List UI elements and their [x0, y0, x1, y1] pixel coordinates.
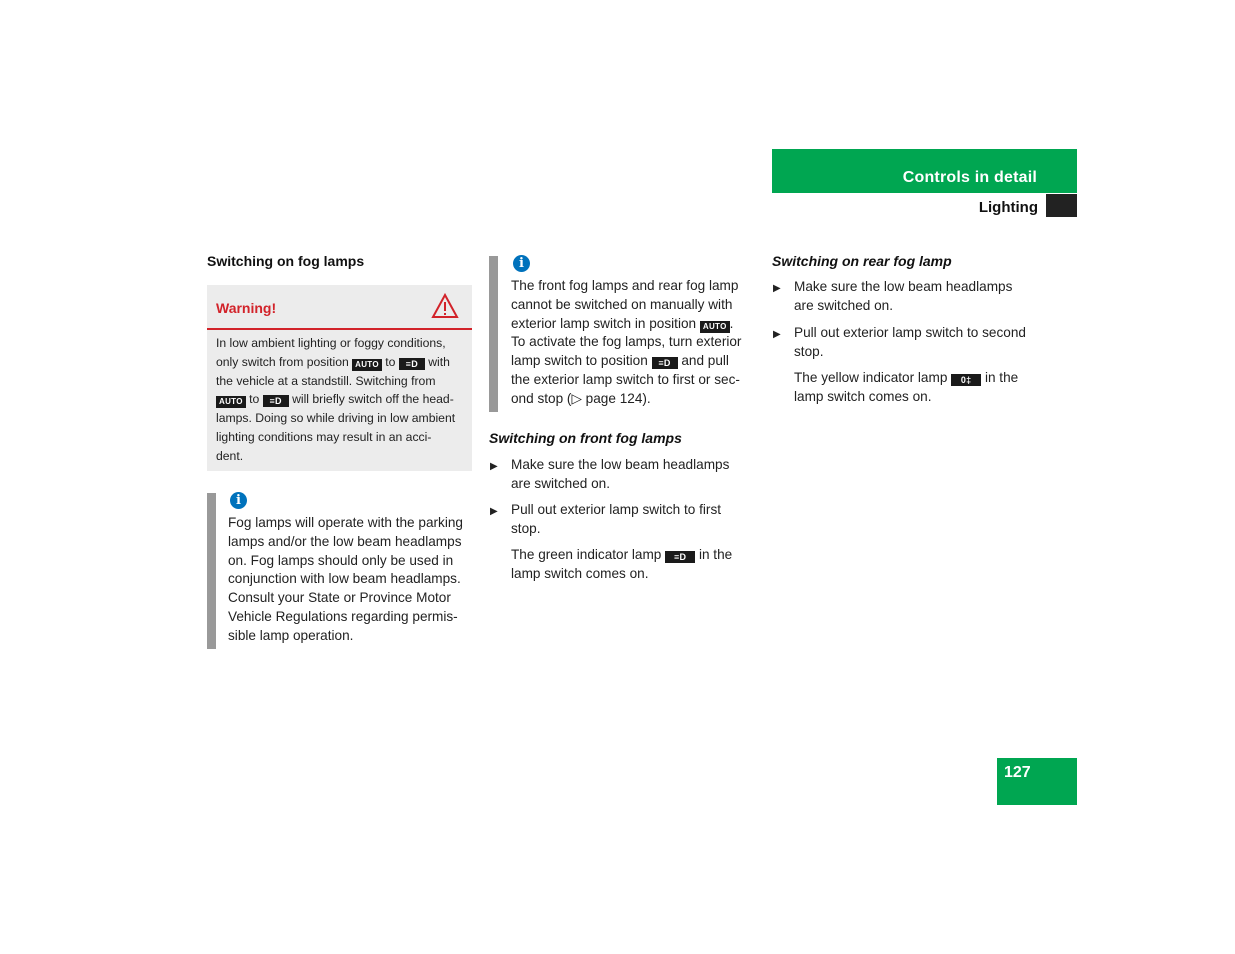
auto-symbol-icon: AUTO [700, 321, 730, 333]
list-item: Make sure the low beam headlamps are switched on. [794, 279, 1013, 313]
col1-heading: Switching on fog lamps [207, 253, 365, 269]
bullet-arrow-icon: ▶ [773, 283, 781, 294]
warning-label: Warning! [216, 300, 277, 316]
col1-info-text: Fog lamps will operate with the parking lamps and/or the low beam headlamps on. Fog lamps should only be used in conjunction with low beam headlamps. Consult your State or Province Motor Vehicle Regulations regarding permis- sible lamp operation. [228, 515, 463, 643]
section-header [772, 149, 1077, 193]
list-item: Pull out exterior lamp switch to second stop. [794, 325, 1026, 359]
col2-heading: Switching on front fog lamps [489, 430, 682, 446]
rear-fog-indicator-icon: 0‡ [951, 374, 981, 386]
indicator-note: The yellow indicator lamp 0‡ in the lamp switch comes on. [794, 370, 1019, 404]
auto-symbol-icon: AUTO [352, 359, 382, 371]
info-bar [207, 493, 216, 649]
low-beam-symbol-icon: ≡D [399, 358, 425, 370]
page-number-box [997, 758, 1077, 805]
warning-text: In low ambient lighting or foggy conditions, only switch from position AUTO to ≡D with the vehicle at a standstill. Switching from AUTO to ≡D will briefly switch off the head- lamps. Doing so while driving in low ambient lighting conditions may result in an acci- dent. [216, 336, 456, 463]
front-fog-indicator-icon: ≡D [665, 551, 695, 563]
info-icon: i [230, 492, 247, 509]
page-number: 127 [1004, 764, 1031, 781]
subsection-title: Lighting [978, 199, 1038, 216]
warning-header [207, 285, 472, 330]
info-bar [489, 256, 498, 412]
header-marker [1046, 194, 1077, 217]
col2-info-text: The front fog lamps and rear fog lamp cannot be switched on manually with exterior lamp switch in position AUTO . To activate the fog lamps, turn exterior lamp switch to position ≡D and pull the exterior lamp switch to first or sec- ond stop (▷ page 124). [511, 278, 742, 406]
bullet-arrow-icon: ▶ [490, 506, 498, 517]
bullet-arrow-icon: ▶ [490, 461, 498, 472]
indicator-note: The green indicator lamp ≡D in the lamp switch comes on. [511, 547, 733, 581]
list-item: Pull out exterior lamp switch to first stop. [511, 502, 722, 536]
low-beam-symbol-icon: ≡D [652, 357, 678, 369]
warning-box [207, 285, 472, 471]
warning-triangle-icon [431, 293, 459, 319]
section-title: Controls in detail [902, 169, 1037, 186]
low-beam-symbol-icon: ≡D [263, 395, 289, 407]
info-icon: i [513, 255, 530, 272]
auto-symbol-icon: AUTO [216, 396, 246, 408]
list-item: Make sure the low beam headlamps are switched on. [511, 457, 730, 491]
bullet-arrow-icon: ▶ [773, 329, 781, 340]
col3-heading: Switching on rear fog lamp [772, 253, 952, 269]
